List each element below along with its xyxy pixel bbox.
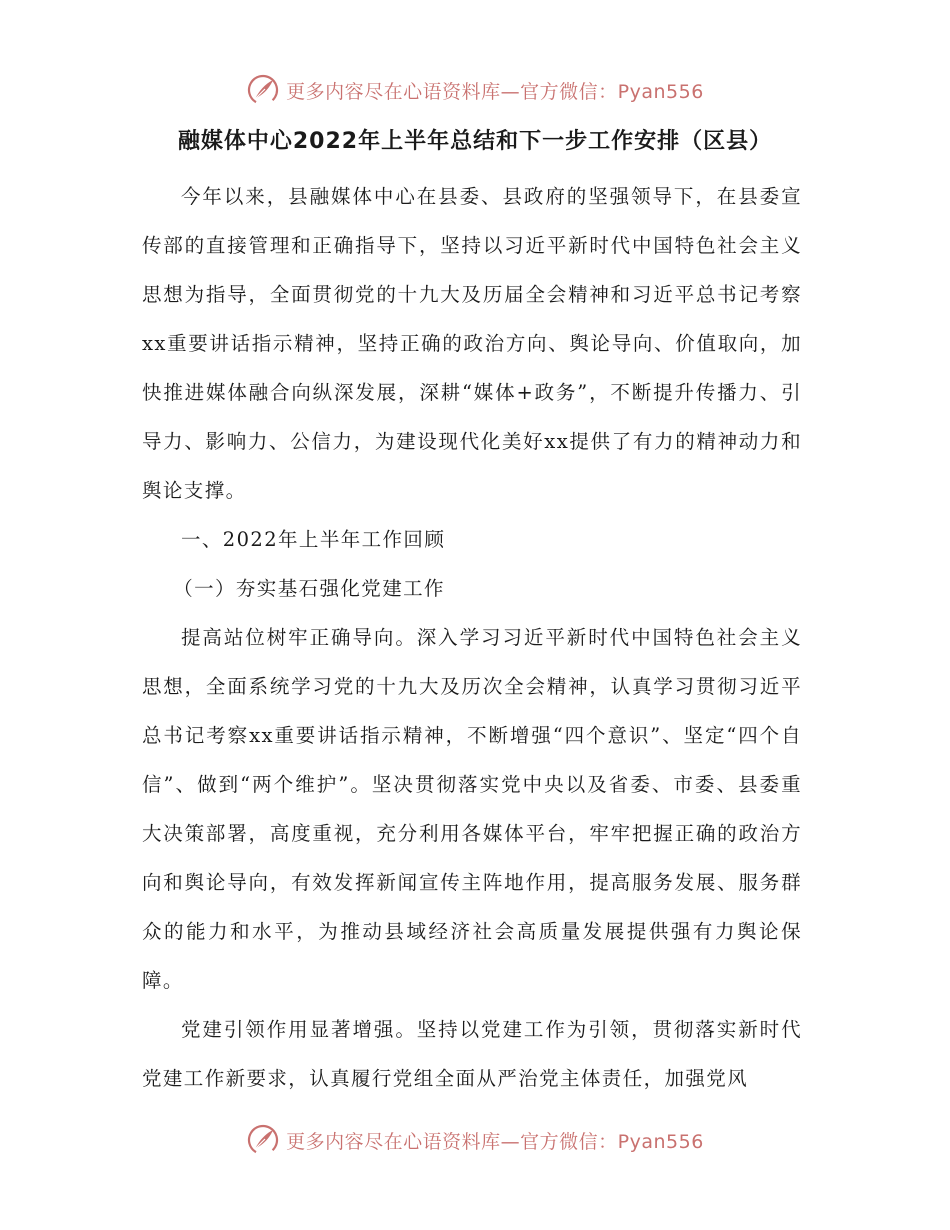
watermark-text: 更多内容尽在心语资料库—官方微信：Pyan556 bbox=[286, 80, 704, 103]
feather-quill-logo-icon bbox=[246, 1123, 280, 1157]
section-heading-1: 一、2022年上半年工作回顾 bbox=[181, 528, 446, 551]
subsection-heading-1: （一）夯实基石强化党建工作 bbox=[173, 577, 445, 600]
document-body bbox=[142, 172, 802, 1103]
watermark-banner-top bbox=[0, 70, 950, 110]
body-paragraph: 提高站位树牢正确导向。深入学习习近平新时代中国特色社会主义思想，全面系统学习党的十九大及历次全会精神，认真学习贯彻习近平总书记考察xx重要讲话指示精神，不断增强“四个意识”、坚定“四个自信”、做到“两个维护”。坚决贯彻落实党中央以及省委、市委、县委重大决策部署，高度重视，充分利用各媒体平台，牢牢把握正确的政治方向和舆论导向，有效发挥新闻宣传主阵地作用，提高服务发展、服务群众的能力和水平，为推动县域经济社会高质量发展提供强有力舆论保障。 bbox=[142, 626, 802, 992]
feather-quill-logo-icon bbox=[246, 73, 280, 107]
watermark-banner-bottom bbox=[0, 1120, 950, 1160]
watermark-text: 更多内容尽在心语资料库—官方微信：Pyan556 bbox=[286, 1130, 704, 1153]
intro-paragraph: 今年以来，县融媒体中心在县委、县政府的坚强领导下，在县委宣传部的直接管理和正确指导下，坚持以习近平新时代中国特色社会主义思想为指导，全面贯彻党的十九大及历届全会精神和习近平总书记考察xx重要讲话指示精神，坚持正确的政治方向、舆论导向、价值取向，加快推进媒体融合向纵深发展，深耕“媒体+政务”，不断提升传播力、引导力、影响力、公信力，为建设现代化美好xx提供了有力的精神动力和舆论支撑。 bbox=[142, 185, 802, 502]
body-paragraph: 党建引领作用显著增强。坚持以党建工作为引领，贯彻落实新时代党建工作新要求，认真履行党组全面从严治党主体责任，加强党风 bbox=[142, 1018, 802, 1090]
document-title: 融媒体中心2022年上半年总结和下一步工作安排（区县） bbox=[177, 129, 773, 154]
